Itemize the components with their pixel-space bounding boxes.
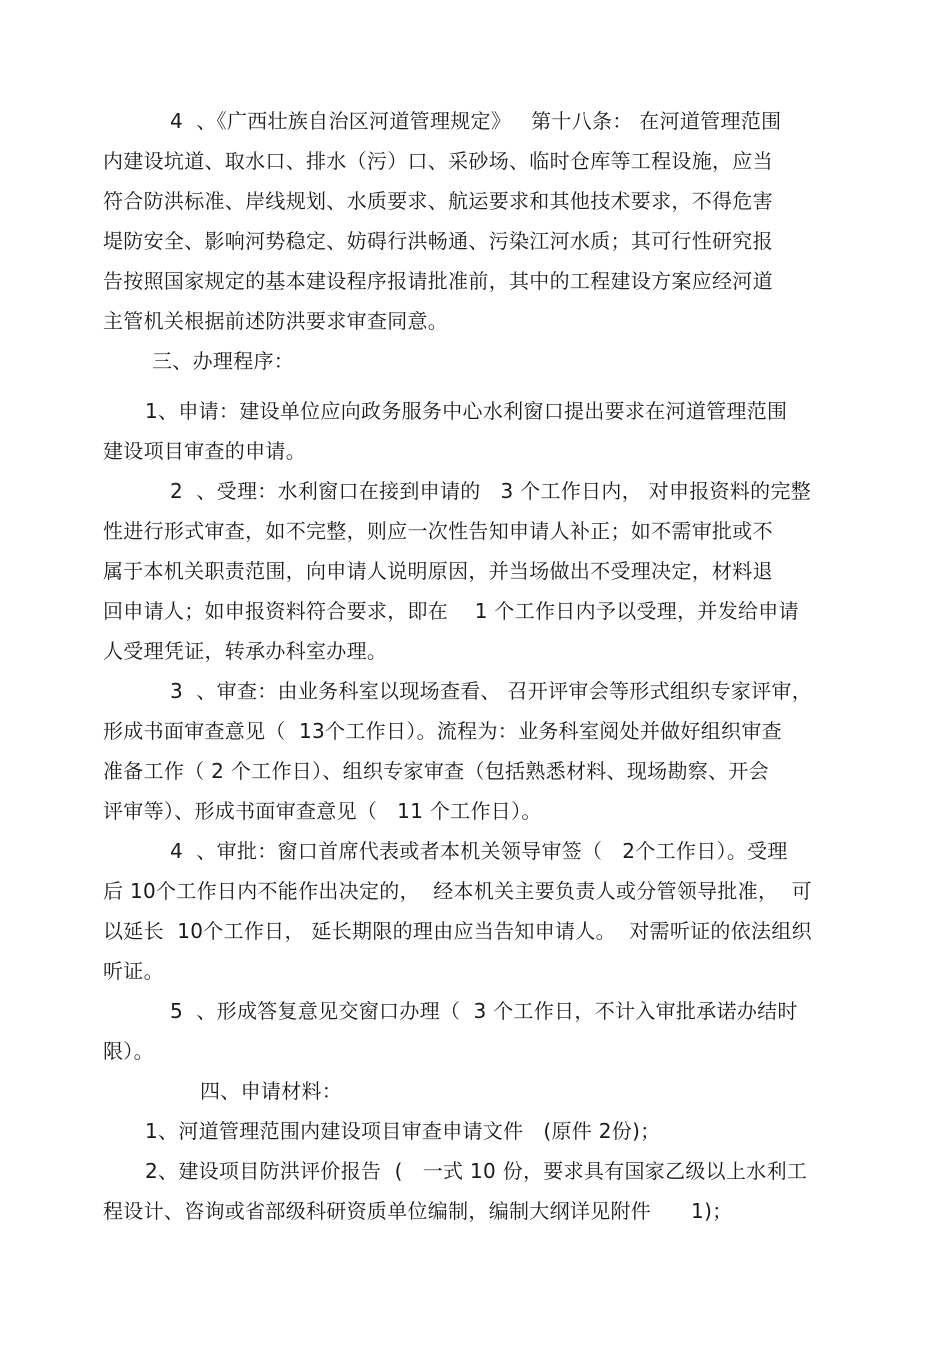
text-line: 2、建设项目防洪评价报告 ( 一式 10 份，要求具有国家乙级以上水利工 bbox=[145, 1159, 808, 1183]
text-line: 人受理凭证，转承办科室办理。 bbox=[103, 639, 388, 663]
text-line: 内建设坑道、取水口、排水（污）口、采砂场、临时仓库等工程设施，应当 bbox=[103, 149, 773, 173]
text-line: 程设计、咨询或省部级科研资质单位编制，编制大纲详见附件 1)； bbox=[103, 1199, 733, 1223]
text-line: 以延长 10个工作日， 延长期限的理由应当告知申请人。 对需听证的依法组织 bbox=[103, 919, 812, 943]
text-line: 告按照国家规定的基本建设程序报请批准前，其中的工程建设方案应经河道 bbox=[103, 269, 773, 293]
text-line: 堤防安全、影响河势稳定、妨碍行洪畅通、污染江河水质；其可行性研究报 bbox=[103, 229, 773, 253]
text-line: 符合防洪标准、岸线规划、水质要求、航运要求和其他技术要求，不得危害 bbox=[103, 189, 773, 213]
section-heading: 三、办理程序： bbox=[152, 349, 295, 373]
text-line: 1、河道管理范围内建设项目审查申请文件 (原件 2份)； bbox=[145, 1119, 661, 1143]
text-line: 听证。 bbox=[103, 959, 164, 983]
text-line: 4 、审批：窗口首席代表或者本机关领导审签（ 2个工作日）。受理 bbox=[170, 839, 788, 863]
text-line: 4 、《广西壮族自治区河道管理规定》 第十八条： 在河道管理范围 bbox=[170, 109, 782, 133]
text-line: 3 、审查：由业务科室以现场查看、 召开评审会等形式组织专家评审， bbox=[170, 679, 812, 703]
text-line: 建设项目审查的申请。 bbox=[103, 439, 306, 463]
text-line: 2 、受理：水利窗口在接到申请的 3 个工作日内， 对申报资料的完整 bbox=[170, 479, 812, 503]
text-line: 5 、形成答复意见交窗口办理（ 3 个工作日，不计入审批承诺办结时 bbox=[170, 999, 798, 1023]
text-line: 主管机关根据前述防洪要求审查同意。 bbox=[103, 309, 449, 333]
text-line: 形成书面审查意见（ 13个工作日）。流程为：业务科室阅处并做好组织审查 bbox=[103, 719, 782, 743]
text-line: 限）。 bbox=[103, 1039, 154, 1063]
text-line: 评审等）、形成书面审查意见（ 11 个工作日）。 bbox=[103, 799, 542, 823]
text-line: 性进行形式审查，如不完整，则应一次性告知申请人补正；如不需审批或不 bbox=[103, 519, 773, 543]
text-line: 准备工作（ 2 个工作日）、组织专家审查（包括熟悉材料、现场勘察、开会 bbox=[103, 759, 769, 783]
text-line: 属于本机关职责范围，向申请人说明原因，并当场做出不受理决定，材料退 bbox=[103, 559, 773, 583]
section-heading: 四、申请材料： bbox=[200, 1079, 343, 1103]
text-line: 回申请人；如申报资料符合要求，即在 1 个工作日内予以受理，并发给申请 bbox=[103, 599, 799, 623]
text-line: 1、申请：建设单位应向政务服务中心水利窗口提出要求在河道管理范围 bbox=[145, 399, 788, 423]
text-line: 后 10个工作日内不能作出决定的， 经本机关主要负责人或分管领导批准， 可 bbox=[103, 879, 812, 903]
